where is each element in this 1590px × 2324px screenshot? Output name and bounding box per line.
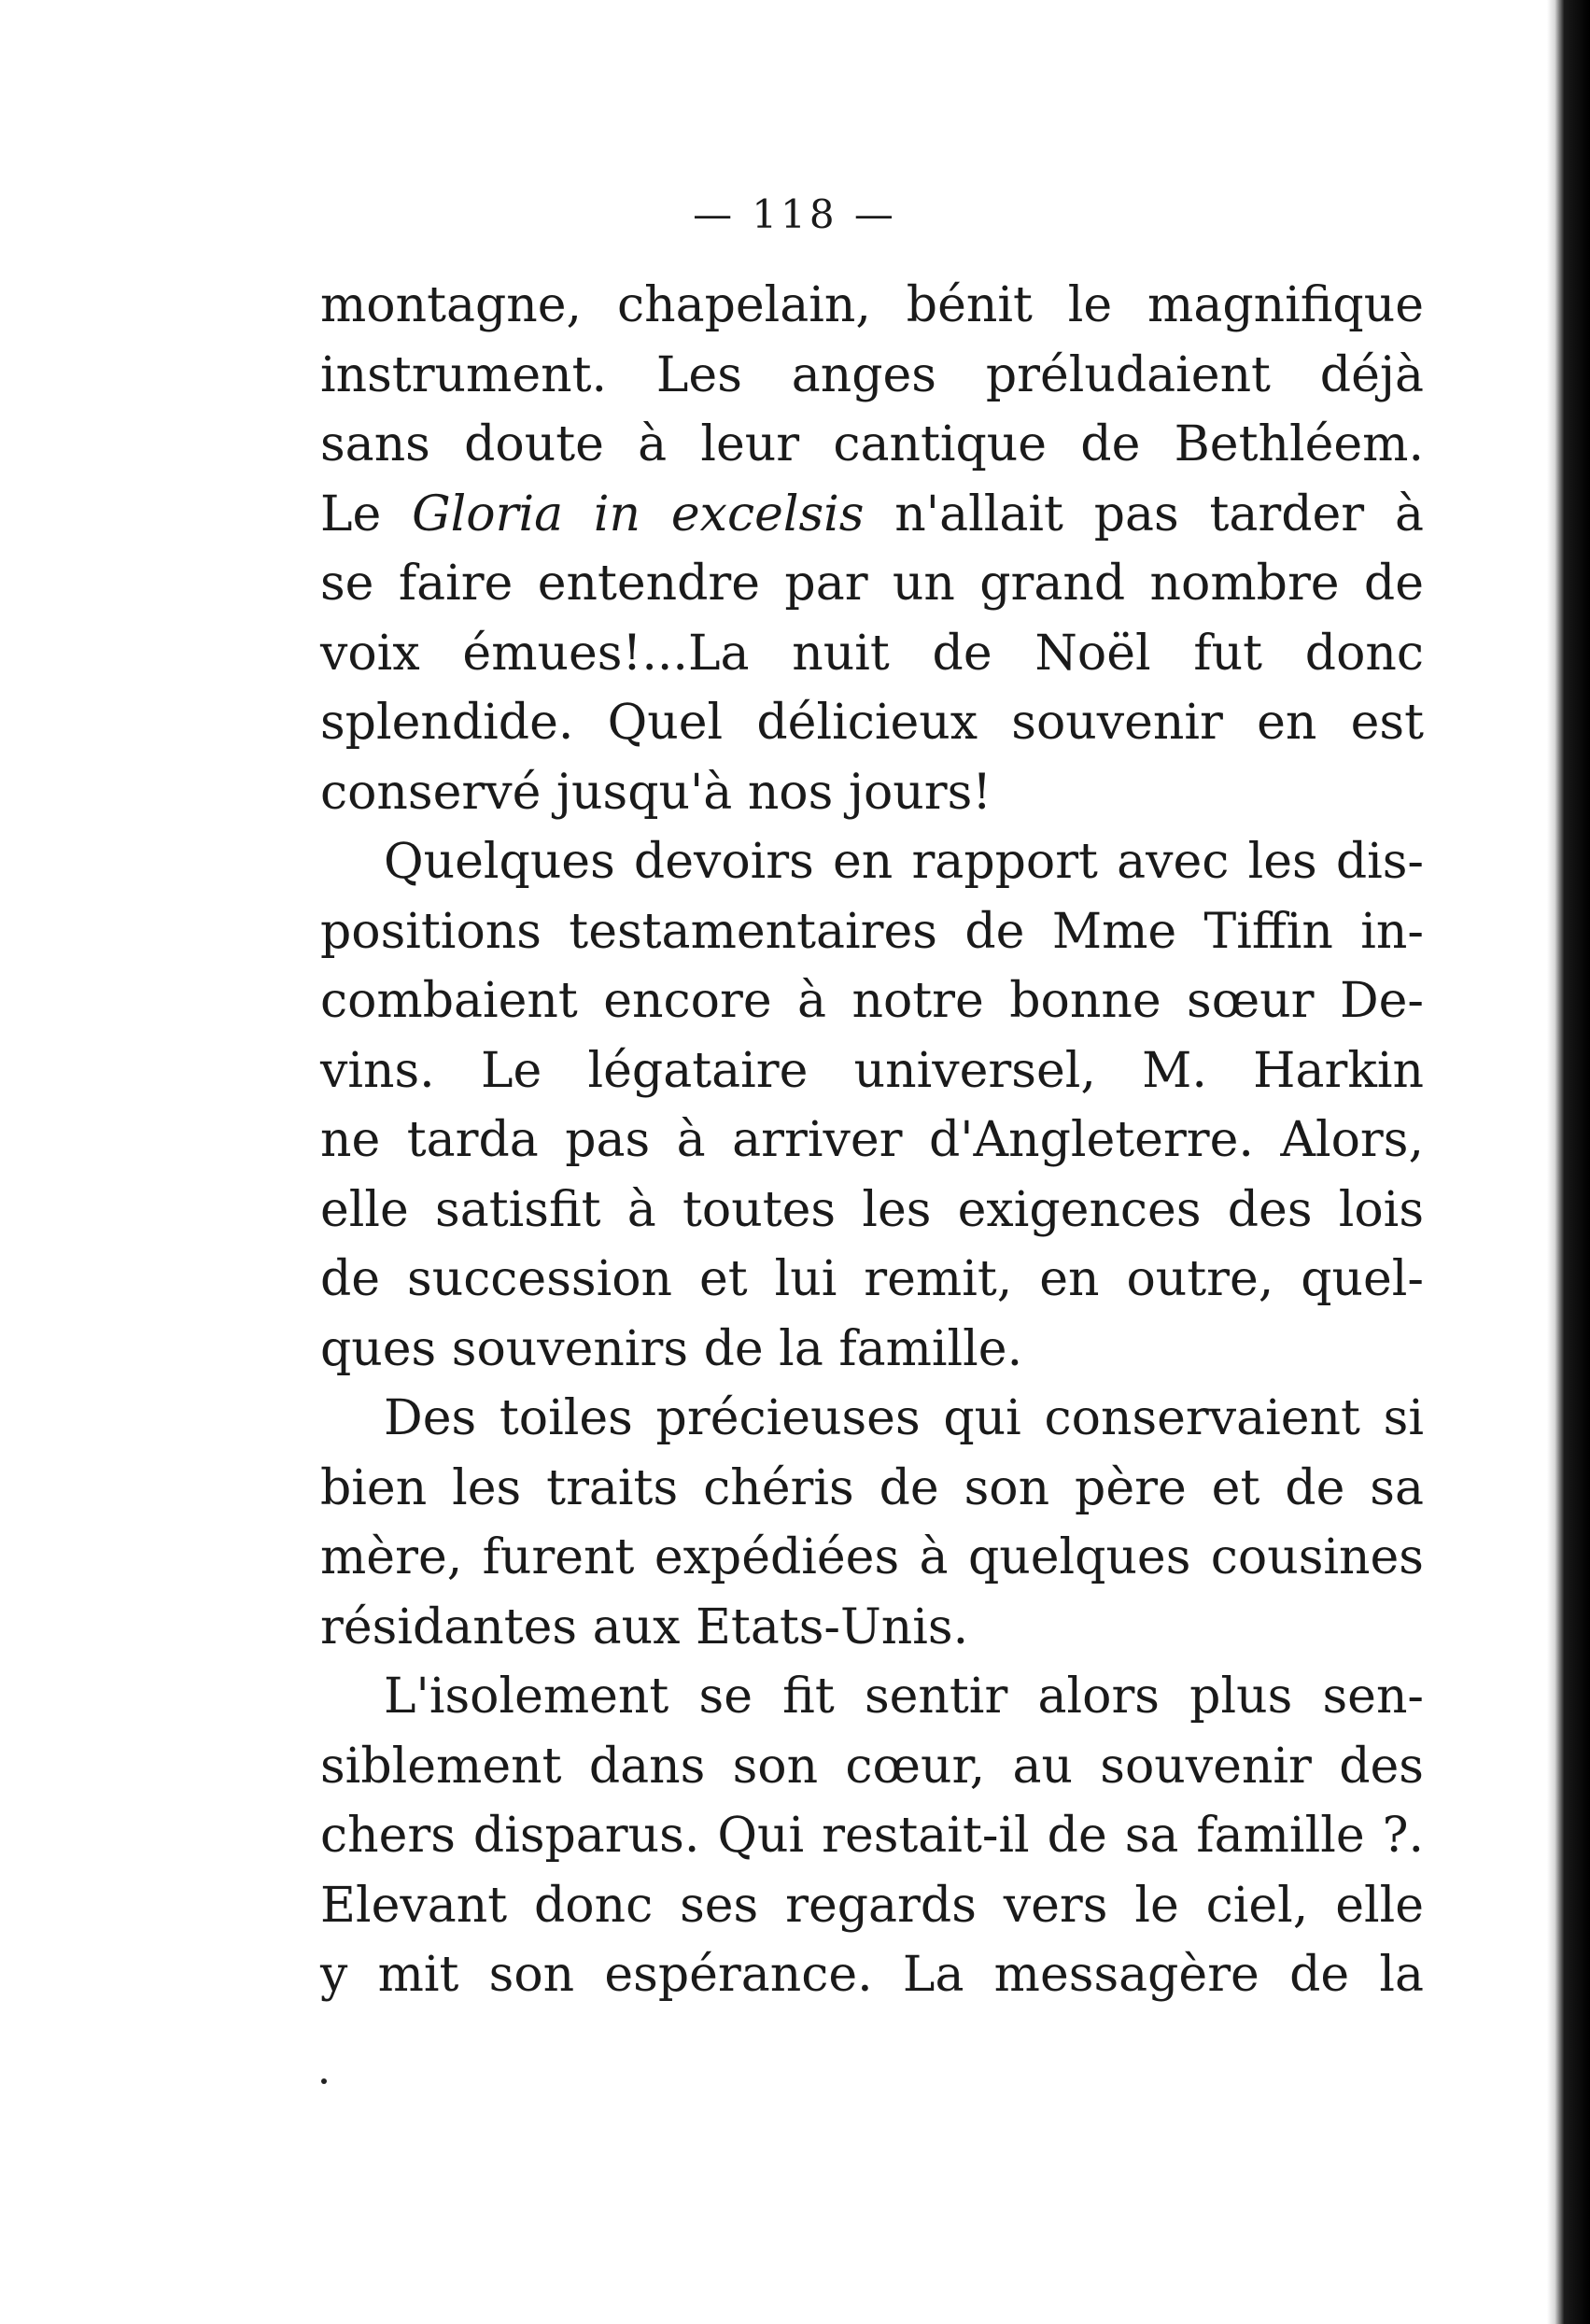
- text-line: conservé jusqu'à nos jours!: [320, 764, 992, 821]
- italic-latin-phrase: Gloria in excelsis: [412, 486, 865, 542]
- page-number: — 118 —: [693, 191, 897, 237]
- text-line: vins. Le légataire universel, M. Harkin: [320, 1042, 1424, 1099]
- text-line: Des toiles précieuses qui conservaient si: [384, 1390, 1424, 1446]
- book-binding-edge: [1547, 0, 1590, 2324]
- text-line: instrument. Les anges préludaient déjà: [320, 346, 1424, 403]
- text-line: chers disparus. Qui restait-il de sa famille ?.: [320, 1808, 1424, 1864]
- text-line: siblement dans son cœur, au souvenir des: [320, 1738, 1424, 1795]
- text-line: voix émues!...La nuit de Noël fut donc: [320, 625, 1424, 682]
- body-text: [320, 271, 1424, 2010]
- text-line: bien les traits chéris de son père et de sa: [320, 1459, 1424, 1516]
- text-line: positions testamentaires de Mme Tiffin in-: [320, 903, 1424, 960]
- text-line: ques souvenirs de la famille.: [320, 1320, 1023, 1377]
- text-line: elle satisfit à toutes les exigences des lois: [320, 1181, 1424, 1238]
- text-line: de succession et lui remit, en outre, quel-: [320, 1251, 1424, 1307]
- text-line: montagne, chapelain, bénit le magnifique: [320, 277, 1424, 333]
- text-line: Le Gloria in excelsis n'allait pas tarder à: [320, 486, 1424, 542]
- text-line: mère, furent expédiées à quelques cousines: [320, 1529, 1424, 1585]
- ink-speck: [321, 2078, 327, 2084]
- text-line: se faire entendre par un grand nombre de: [320, 556, 1424, 612]
- text-line: Elevant donc ses regards vers le ciel, elle: [320, 1877, 1424, 1934]
- text-line: combaient encore à notre bonne sœur De-: [320, 973, 1424, 1029]
- text-line: splendide. Quel délicieux souvenir en est: [320, 695, 1424, 751]
- text-line: Quelques devoirs en rapport avec les dis-: [384, 834, 1424, 890]
- text-line: ne tarda pas à arriver d'Angleterre. Alors,: [320, 1112, 1424, 1168]
- text-line: résidantes aux Etats-Unis.: [320, 1599, 969, 1655]
- text-line: y mit son espérance. La messagère de la: [320, 1947, 1424, 2003]
- text-line: L'isolement se fit sentir alors plus sen-: [384, 1669, 1424, 1725]
- text-line: sans doute à leur cantique de Bethléem.: [320, 416, 1424, 472]
